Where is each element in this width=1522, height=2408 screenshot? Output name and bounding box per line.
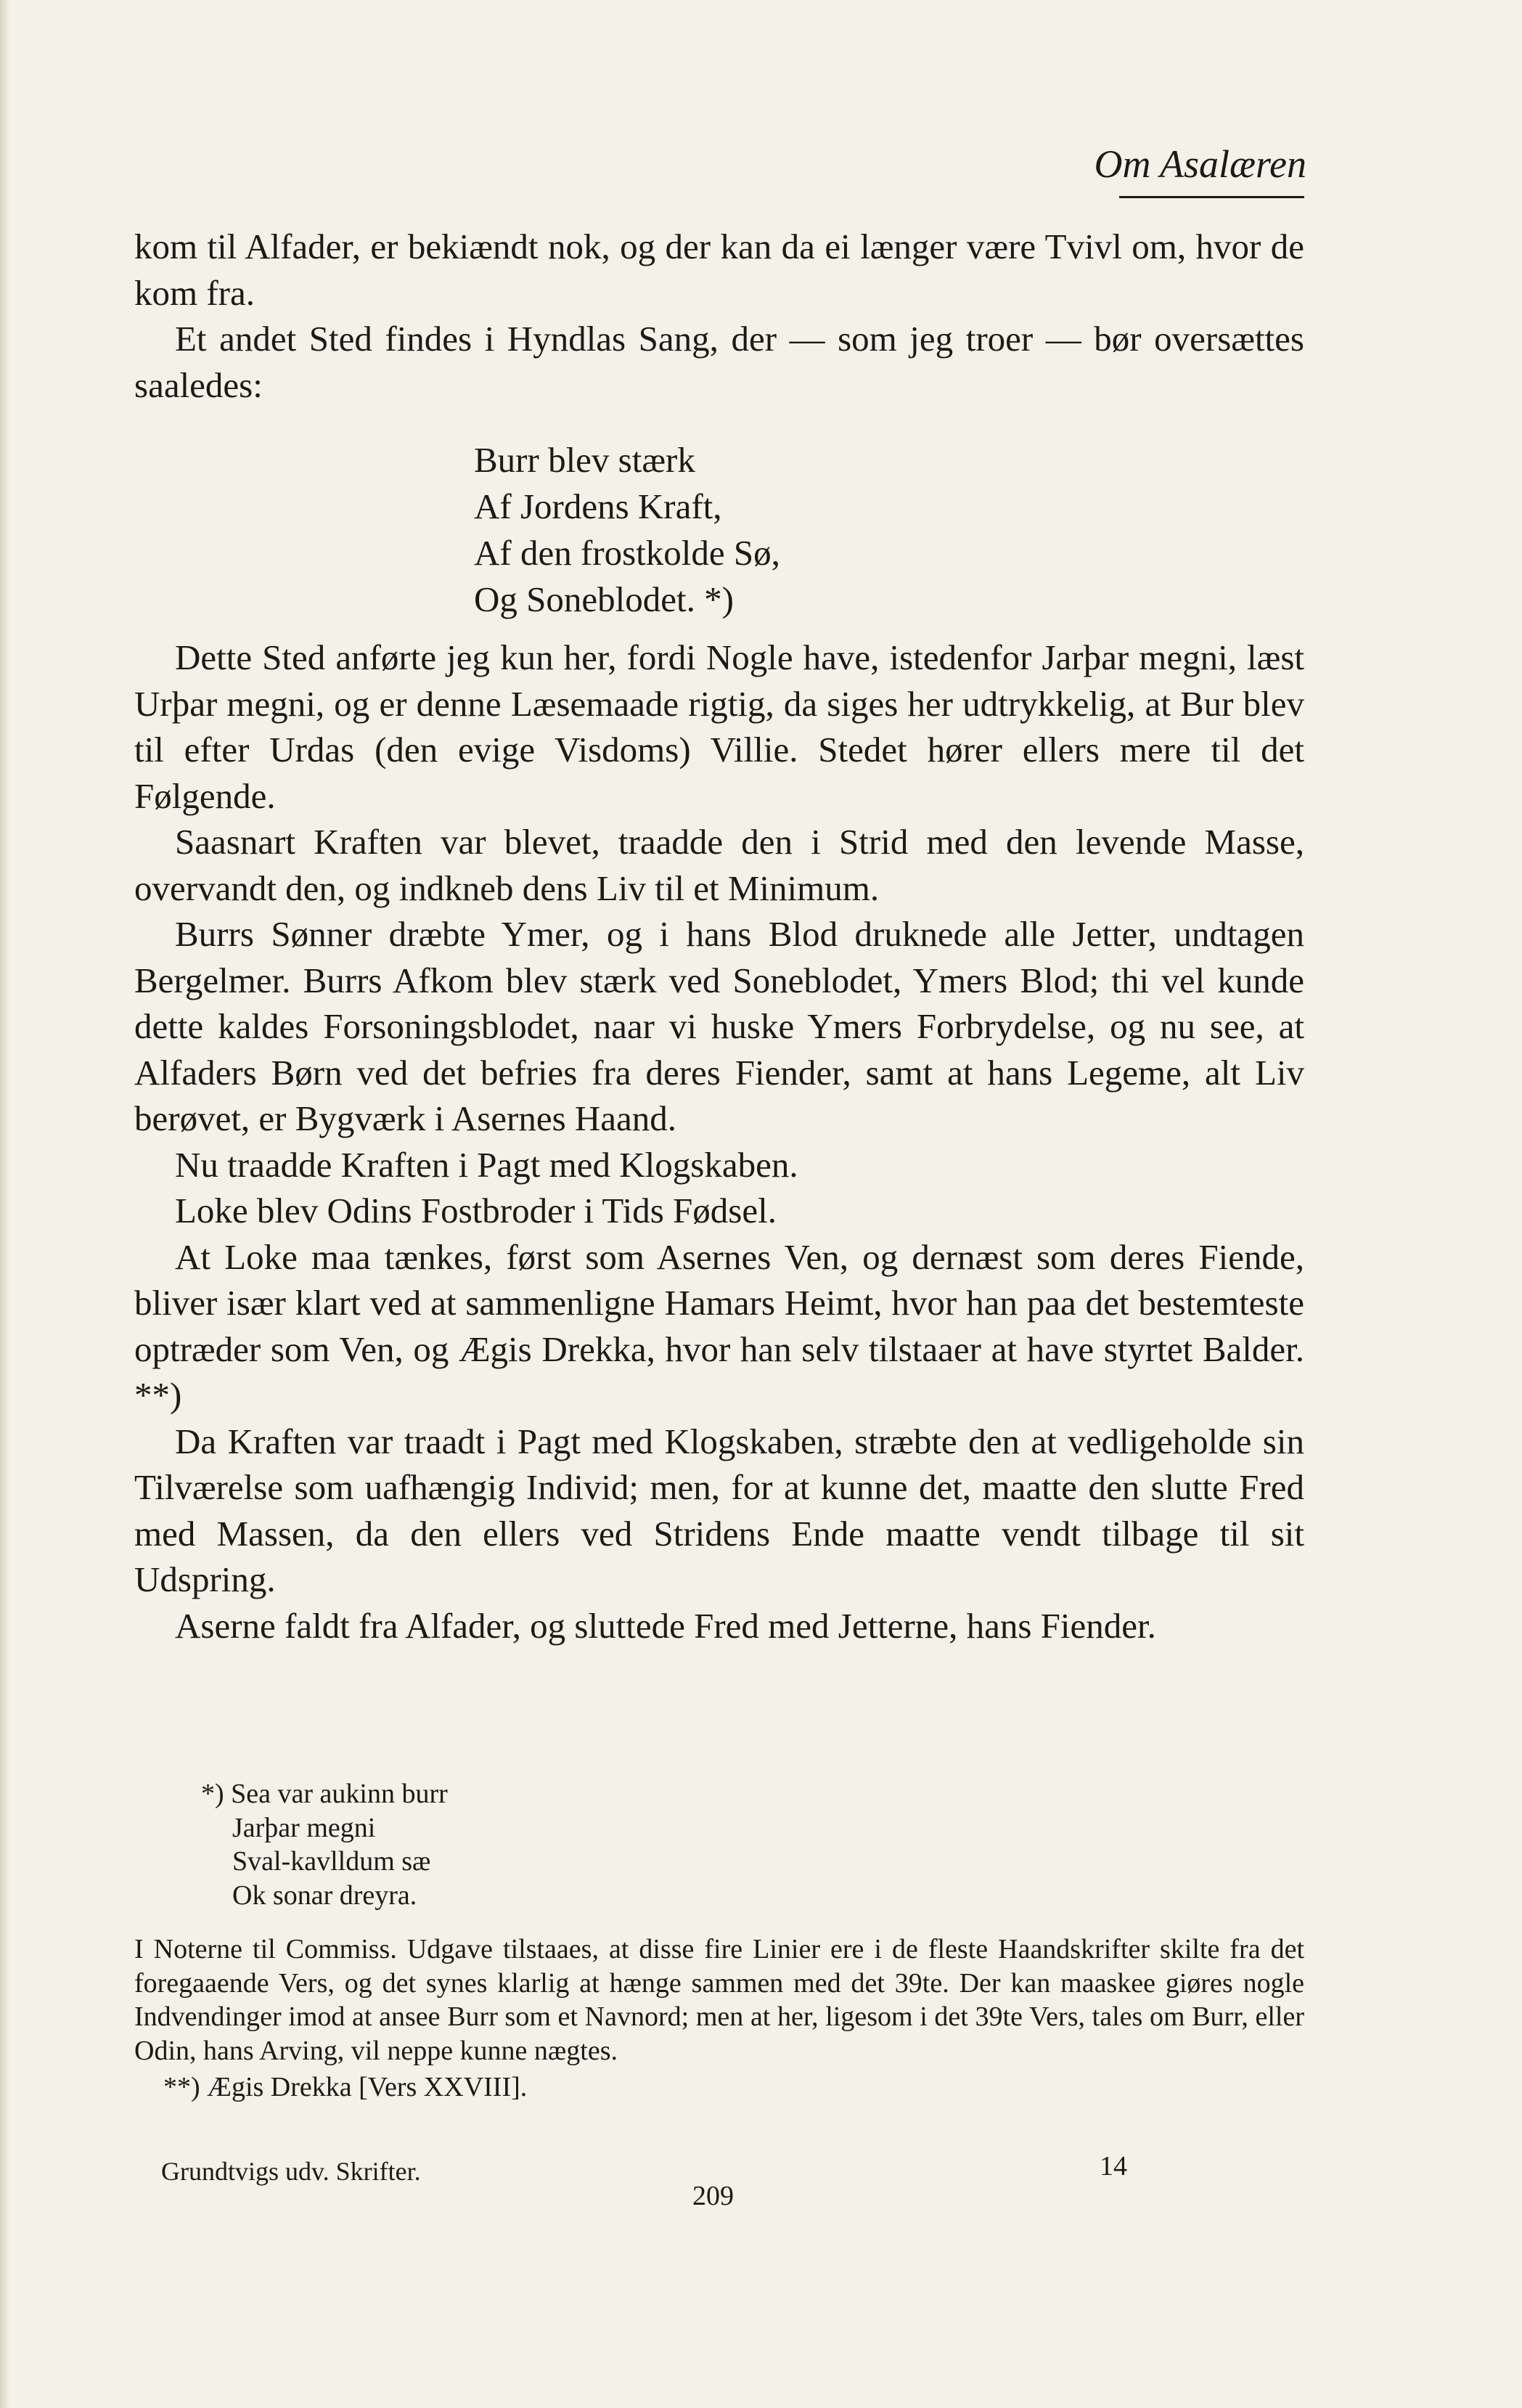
paragraph: At Loke maa tænkes, først som Asernes Ven, og dernæst som deres Fiende, bliver især klart ved at sammenligne Hamars Heimt, hvor han paa det bestemteste optræder som Ven, og Ægis Drekka, hvor han selv tilstaaer at have styrtet Balder. **)	[134, 1236, 1304, 1415]
footnote-verse-line: Sval-kavlldum sæ	[232, 1846, 431, 1877]
footnote-verse-line: Jarþar megni	[232, 1812, 376, 1843]
verse-line: Burr blev stærk	[474, 440, 695, 480]
verse-quote	[474, 437, 1304, 623]
paragraph: Da Kraften var traadt i Pagt med Klogskaben, stræbte den at vedligeholde sin Tilværelse som uafhængig Individ; men, for at kunne det, maatte den slutte Fred med Massen, da den ellers ved Stridens Ende maatte vendt tilbage til sit Udspring.	[134, 1421, 1304, 1599]
footnote-verse-line: *) Sea var aukinn burr	[201, 1779, 448, 1809]
signature-mark: 14	[1100, 2151, 1127, 2182]
verse-line: Og Soneblodet. *)	[474, 579, 734, 619]
footnotes	[134, 1777, 1304, 2105]
paragraph: Nu traadde Kraften i Pagt med Klogskaben.	[175, 1144, 798, 1185]
verse-line: Af den frostkolde Sø,	[474, 533, 780, 573]
page-spine-shadow	[0, 0, 10, 2408]
footnote-2: **) Ægis Drekka [Vers XXVIII].	[163, 2072, 528, 2102]
paragraph: Loke blev Odins Fostbroder i Tids Fødsel.	[175, 1191, 777, 1230]
running-head-rule	[1119, 196, 1304, 198]
footer-series-title: Grundtvigs udv. Skrifter.	[161, 2157, 421, 2186]
paragraph: Dette Sted anførte jeg kun her, fordi Nogle have, istedenfor Jarþar megni, læst Urþar megni, og er denne Læsemaade rigtig, da siges her udtrykkelig, at Bur blev til efter Urdas (den evige Visdoms) Villie. Stedet hører ellers mere til det Følgende.	[134, 637, 1304, 816]
page-number: 209	[692, 2181, 734, 2211]
verse-line: Af Jordens Kraft,	[474, 486, 722, 526]
main-text	[134, 224, 1304, 1649]
paragraph: kom til Alfader, er bekiændt nok, og der kan da ei længer være Tvivl om, hvor de kom fra.	[134, 226, 1304, 313]
paragraph: Et andet Sted findes i Hyndlas Sang, der — som jeg troer — bør oversættes saaledes:	[134, 319, 1304, 405]
running-head: Om Asalæren	[1094, 142, 1306, 186]
footnote-note: I Noterne til Commiss. Udgave tilstaaes, at disse fire Linier ere i de fleste Haandskrifter skilte fra det foregaaende Vers, og det synes klarlig at hænge sammen med det 39te. Der kan maaskee giøres nogle Indvendinger imod at ansee Burr som et Navnord; men at her, ligesom i det 39te Vers, tales om Burr, eller Odin, hans Arving, vil neppe kunne nægtes.	[134, 1934, 1304, 2066]
footnote-verse-line: Ok sonar dreyra.	[232, 1880, 417, 1911]
paragraph: Saasnart Kraften var blevet, traadde den i Strid med den levende Masse, overvandt den, og indkneb dens Liv til et Minimum.	[134, 822, 1304, 908]
paragraph: Burrs Sønner dræbte Ymer, og i hans Blod druknede alle Jetter, undtagen Bergelmer. Burrs Afkom blev stærk ved Soneblodet, Ymers Blod; thi vel kunde dette kaldes Forsoningsblodet, naar vi huske Ymers Forbrydelse, og nu see, at Alfaders Børn ved det befries fra deres Fiender, samt at hans Legeme, alt Liv berøvet, er Bygværk i Asernes Haand.	[134, 914, 1304, 1138]
footnote-verse	[134, 1777, 1304, 1912]
paragraph: Aserne faldt fra Alfader, og sluttede Fred med Jetterne, hans Fiender.	[175, 1605, 1156, 1646]
